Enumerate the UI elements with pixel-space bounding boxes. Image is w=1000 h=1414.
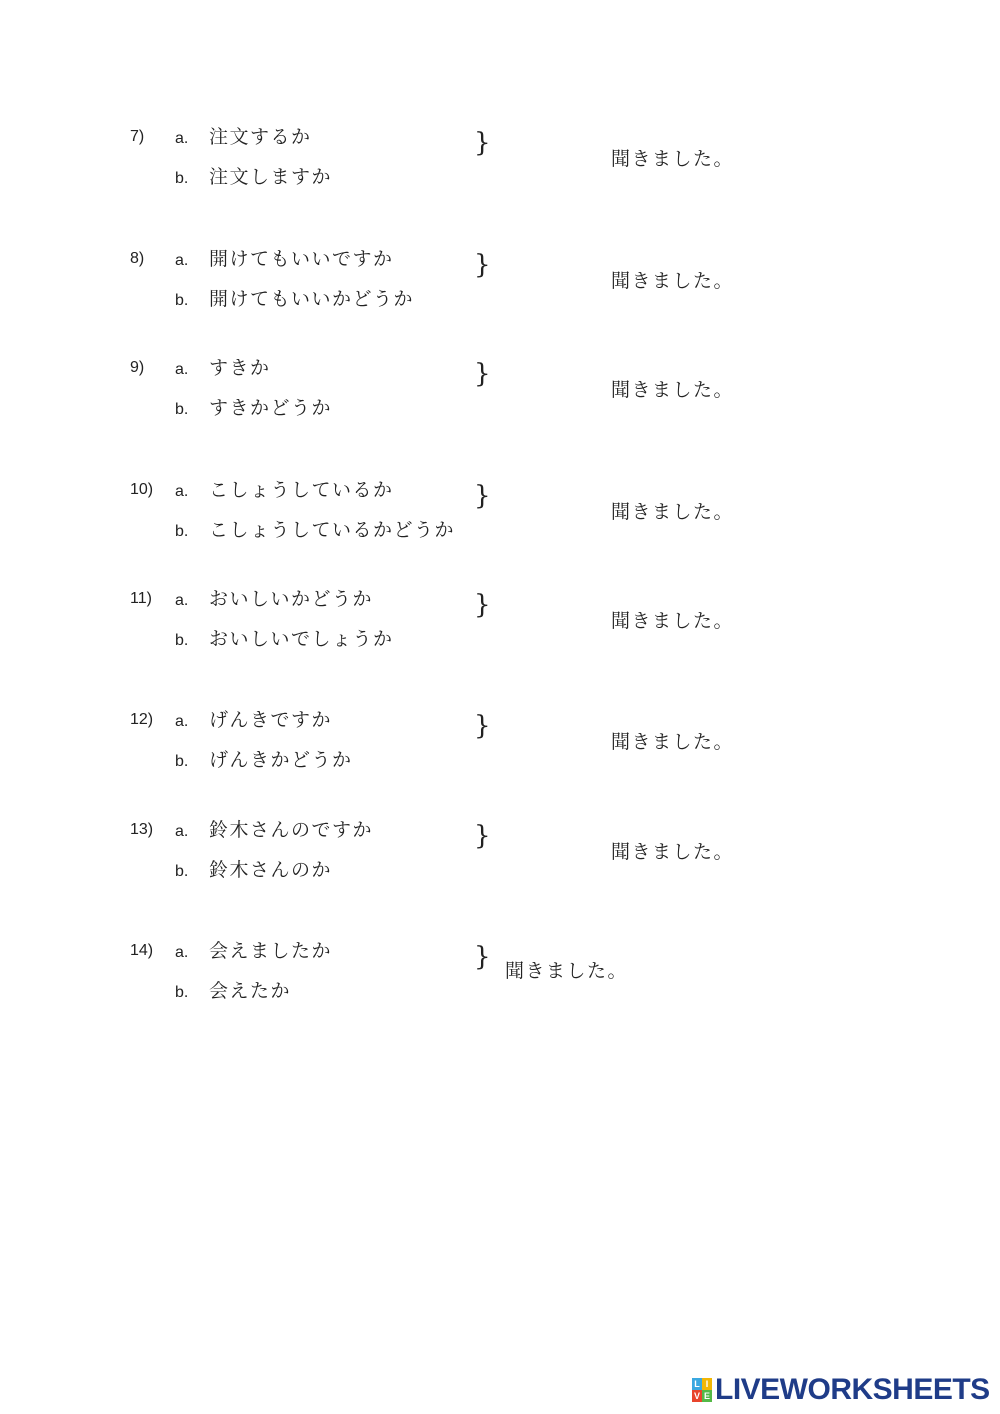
option-a-label: a. bbox=[175, 483, 189, 500]
option-a-text: げんきですか bbox=[209, 709, 333, 731]
option-b-label: b. bbox=[175, 632, 189, 649]
question-11 bbox=[0, 590, 1000, 700]
question-13 bbox=[0, 821, 1000, 931]
option-a-text: 注文するか bbox=[209, 126, 312, 148]
question-number: 13) bbox=[130, 821, 154, 838]
logo-tile-i: I bbox=[702, 1378, 712, 1390]
question-10 bbox=[0, 481, 1000, 591]
liveworksheets-logo-icon bbox=[692, 1378, 712, 1402]
question-number: 12) bbox=[130, 711, 154, 728]
liveworksheets-logo bbox=[692, 1374, 990, 1406]
sentence-ending: 聞きました。 bbox=[611, 501, 735, 523]
logo-tile-l: L bbox=[692, 1378, 702, 1390]
sentence-ending: 聞きました。 bbox=[611, 841, 735, 863]
option-a-label: a. bbox=[175, 361, 189, 378]
brace: } bbox=[474, 590, 491, 620]
liveworksheets-logo-text: LIVEWORKSHEETS bbox=[715, 1373, 990, 1406]
question-7 bbox=[0, 128, 1000, 238]
option-a-text: 会えましたか bbox=[209, 940, 333, 962]
sentence-ending: 聞きました。 bbox=[611, 270, 735, 292]
sentence-ending: 聞きました。 bbox=[611, 379, 735, 401]
sentence-ending: 聞きました。 bbox=[611, 610, 735, 632]
option-b-text: 鈴木さんのか bbox=[209, 859, 333, 881]
option-a-text: こしょうしているか bbox=[209, 479, 394, 501]
option-a-text: すきか bbox=[209, 357, 271, 379]
question-14 bbox=[0, 942, 1000, 1052]
option-b-label: b. bbox=[175, 753, 189, 770]
logo-tile-e: E bbox=[703, 1391, 710, 1401]
option-b-label: b. bbox=[175, 292, 189, 309]
option-a-text: おいしいかどうか bbox=[209, 588, 374, 610]
option-b-text: おいしいでしょうか bbox=[209, 628, 394, 650]
option-b-label: b. bbox=[175, 984, 189, 1001]
option-a-text: 鈴木さんのですか bbox=[209, 819, 374, 841]
question-number: 14) bbox=[130, 942, 154, 959]
sentence-ending: 聞きました。 bbox=[611, 731, 735, 753]
option-a-label: a. bbox=[175, 252, 189, 269]
question-number: 9) bbox=[130, 359, 145, 376]
brace: } bbox=[474, 250, 491, 280]
option-a-text: 開けてもいいですか bbox=[209, 248, 394, 270]
option-b-text: 開けてもいいかどうか bbox=[209, 288, 415, 310]
question-number: 10) bbox=[130, 481, 154, 498]
brace: } bbox=[474, 942, 491, 972]
question-number: 11) bbox=[130, 590, 152, 607]
option-a-label: a. bbox=[175, 823, 189, 840]
option-a-label: a. bbox=[175, 130, 189, 147]
question-12 bbox=[0, 711, 1000, 821]
logo-tile-v: V bbox=[693, 1391, 700, 1401]
option-b-label: b. bbox=[175, 863, 189, 880]
option-b-label: b. bbox=[175, 523, 189, 540]
option-a-label: a. bbox=[175, 592, 189, 609]
option-b-text: こしょうしているかどうか bbox=[209, 519, 456, 541]
option-a-label: a. bbox=[175, 944, 189, 961]
option-b-text: 注文しますか bbox=[209, 166, 333, 188]
brace: } bbox=[474, 481, 491, 511]
sentence-ending: 聞きました。 bbox=[611, 148, 735, 170]
question-number: 7) bbox=[130, 128, 145, 145]
option-b-text: 会えたか bbox=[209, 980, 292, 1002]
sentence-ending: 聞きました。 bbox=[505, 960, 629, 982]
question-9 bbox=[0, 359, 1000, 469]
option-b-label: b. bbox=[175, 401, 189, 418]
option-b-text: すきかどうか bbox=[209, 397, 333, 419]
brace: } bbox=[474, 128, 491, 158]
brace: } bbox=[474, 711, 491, 741]
option-b-text: げんきかどうか bbox=[209, 749, 353, 771]
brace: } bbox=[474, 359, 491, 389]
question-number: 8) bbox=[130, 250, 145, 267]
option-b-label: b. bbox=[175, 170, 189, 187]
question-8 bbox=[0, 250, 1000, 360]
option-a-label: a. bbox=[175, 713, 189, 730]
brace: } bbox=[474, 821, 491, 851]
